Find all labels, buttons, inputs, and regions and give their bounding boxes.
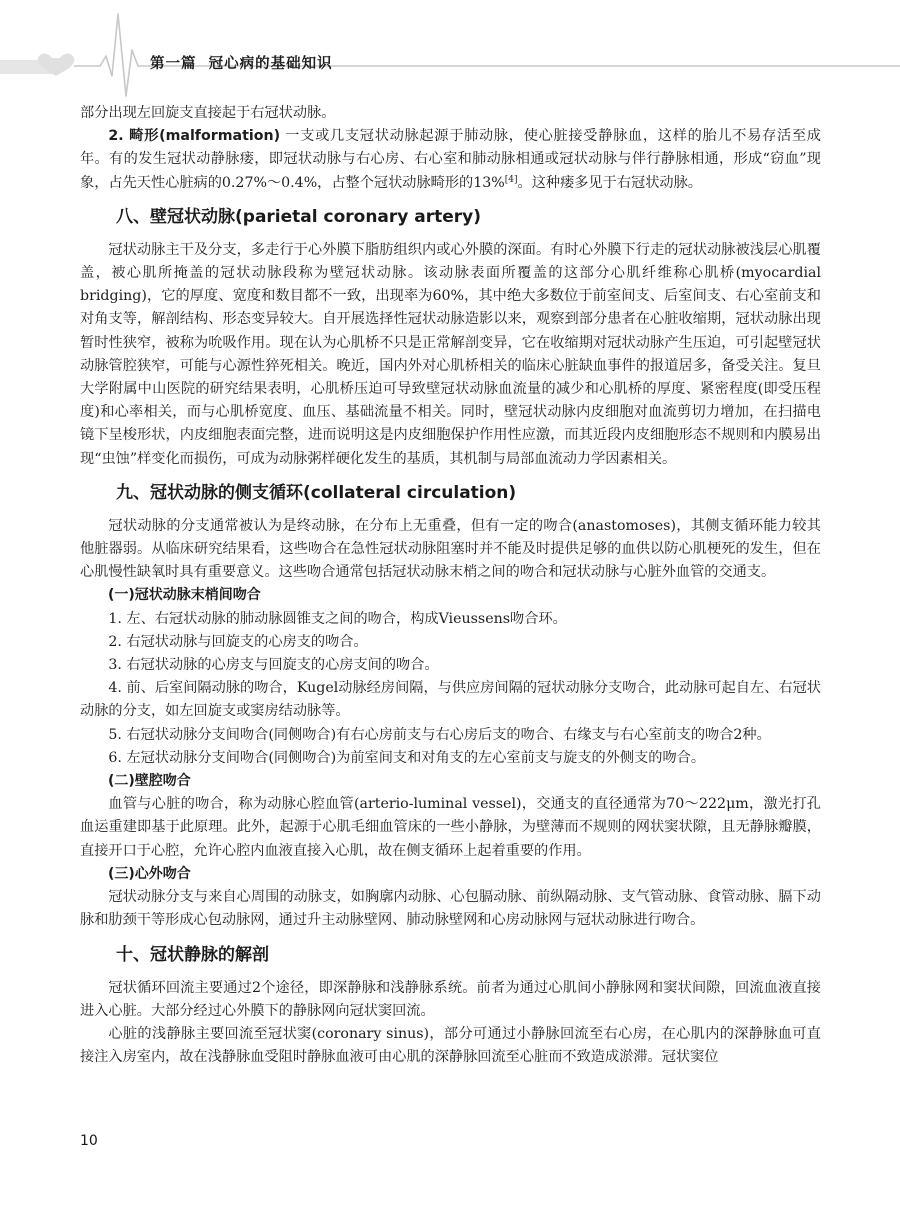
- subsection-2-heading: (二)壁腔吻合: [108, 773, 191, 790]
- page-number: 10: [80, 1133, 98, 1149]
- subsection-2-paragraph: 血管与心脏的吻合，称为动脉心腔血管(arterio-luminal vessel)，交通支的直径通常为70～222μm，激光打孔血运重建即基于此原理。此外，起源于心肌毛细血管床的一些小静脉，为壁薄而不规则的网状窦状隙，且无静脉瓣膜，直接开口于心腔，允许心腔内血液直接入心肌，故在侧支循环上起着重要的作用。: [80, 796, 821, 859]
- malformation-label: 2. 畸形(malformation): [108, 128, 281, 145]
- section-8-heading: 八、壁冠状动脉(parietal coronary artery): [116, 206, 482, 227]
- subsection-1-heading: (一)冠状动脉末梢间吻合: [108, 587, 261, 604]
- list-item: 1. 左、右冠状动脉的肺动脉圆锥支之间的吻合，构成Vieussens吻合环。: [108, 610, 567, 627]
- list-item: 2. 右冠状动脉与回旋支的心房支的吻合。: [108, 633, 368, 650]
- malformation-paragraph: [80, 125, 821, 195]
- section-8-paragraph: 冠状动脉主干及分支，多走行于心外膜下脂肪组织内或心外膜的深面。有时心外膜下行走的冠状动脉被浅层心肌覆盖，被心肌所掩盖的冠状动脉段称为壁冠状动脉。该动脉表面所覆盖的这部分心肌纤维称心肌桥(myocardial bridging)，它的厚度、宽度和数目都不一致，出现率为60%，其中绝大多数位于前室间支、后室间支、右心室前支和对角支等，解剖结构、形态变异较大。自开展选择性冠状动脉造影以来，观察到部分患者在心脏收缩期，冠状动脉出现暂时性狭窄，被称为吮吸作用。现在认为心肌桥不只是正常解剖变异，它在收缩期对冠状动脉产生压迫，可引起壁冠状动脉管腔狭窄，可能与心源性猝死相关。晚近，国内外对心肌桥相关的临床心脏缺血事件的报道居多，备受关注。复旦大学附属中山医院的研究结果表明，心肌桥压迫可导致壁冠状动脉血流量的减少和心肌桥的厚度、紧密程度(即受压程度)和心率相关，而与心肌桥宽度、血压、基础流量不相关。同时，壁冠状动脉内皮细胞对血流剪切力增加，在扫描电镜下呈梭形状，内皮细胞表面完整，进而说明这是内皮细胞保护作用性应激，而其近段内皮细胞形态不规则和内膜易出现“虫蚀”样变化而损伤，可成为动脉粥样硬化发生的基质，其机制与局部血流动力学因素相关。: [80, 241, 821, 467]
- subsection-3-paragraph: 冠状动脉分支与来自心周围的动脉支，如胸廓内动脉、心包膈动脉、前纵隔动脉、支气管动脉、食管动脉、膈下动脉和肋颈干等形成心包动脉网，通过升主动脉壁网、肺动脉壁网和心房动脉网与冠状动脉进行吻合。: [80, 889, 821, 929]
- intro-paragraph: 部分出现左回旋支直接起于右冠状动脉。: [80, 105, 336, 121]
- section-9-heading: 九、冠状动脉的侧支循环(collateral circulation): [116, 482, 517, 503]
- section-10-heading: 十、冠状静脉的解剖: [116, 944, 269, 965]
- section-9-paragraph: 冠状动脉的分支通常被认为是终动脉，在分布上无重叠，但有一定的吻合(anastomoses)，其侧支循环能力较其他脏器弱。从临床研究结果看，这些吻合在急性冠状动脉阻塞时并不能及时提供足够的血供以防心肌梗死的发生，但在心肌慢性缺氧时具有重要意义。这些吻合通常包括冠状动脉末梢之间的吻合和冠状动脉与心脏外血管的交通支。: [80, 517, 821, 581]
- subsection-3-heading: (三)心外吻合: [108, 865, 191, 882]
- list-item: 4. 前、后室间隔动脉的吻合，Kugel动脉经房间隔，与供应房间隔的冠状动脉分支吻合，此动脉可起自左、右冠状动脉的分支，如左回旋支或窦房结动脉等。: [80, 680, 821, 720]
- reference-marker: [4]: [504, 174, 518, 185]
- list-item: 3. 右冠状动脉的心房支与回旋支的心房支间的吻合。: [108, 657, 439, 674]
- list-item: 5. 右冠状动脉分支间吻合(同侧吻合)有右心房前支与右心房后支的吻合、右缘支与右心室前支的吻合2种。: [108, 726, 771, 743]
- section-10-paragraph-2: 心脏的浅静脉主要回流至冠状窦(coronary sinus)，部分可通过小静脉回流至右心房，在心肌内的深静脉血可直接注入房室内，故在浅静脉血受阻时静脉血液可由心肌的深静脉回流至心脏而不致造成淤滞。冠状窦位: [80, 1025, 821, 1066]
- section-10-paragraph-1: 冠状循环回流主要通过2个途径，即深静脉和浅静脉系统。前者为通过心肌间小静脉网和窦状间隙，回流血液直接进入心脏。大部分经过心外膜下的静脉网向冠状窦回流。: [80, 979, 821, 1019]
- header-title: 第一篇 冠心病的基础知识: [150, 56, 333, 72]
- malformation-text: 一支或几支冠状动脉起源于肺动脉，使心脏接受静脉血，这样的胎儿不易存活至成年。有的发生冠状动静脉瘘，即冠状动脉与右心房、右心室和肺动脉相通或冠状动脉与伴行静脉相通，形成“窃血”现象，占先天性心脏病的0.27%～0.4%，占整个冠状动脉畸形的13%: [80, 128, 821, 191]
- list-item: 6. 左冠状动脉分支间吻合(同侧吻合)为前室间支和对角支的左心室前支与旋支的外侧支的吻合。: [108, 749, 706, 766]
- header-ecg-decoration: [0, 0, 900, 100]
- page-header: [0, 0, 900, 100]
- page-body: [80, 102, 821, 1069]
- malformation-text-end: 。这种瘘多见于右冠状动脉。: [517, 174, 702, 191]
